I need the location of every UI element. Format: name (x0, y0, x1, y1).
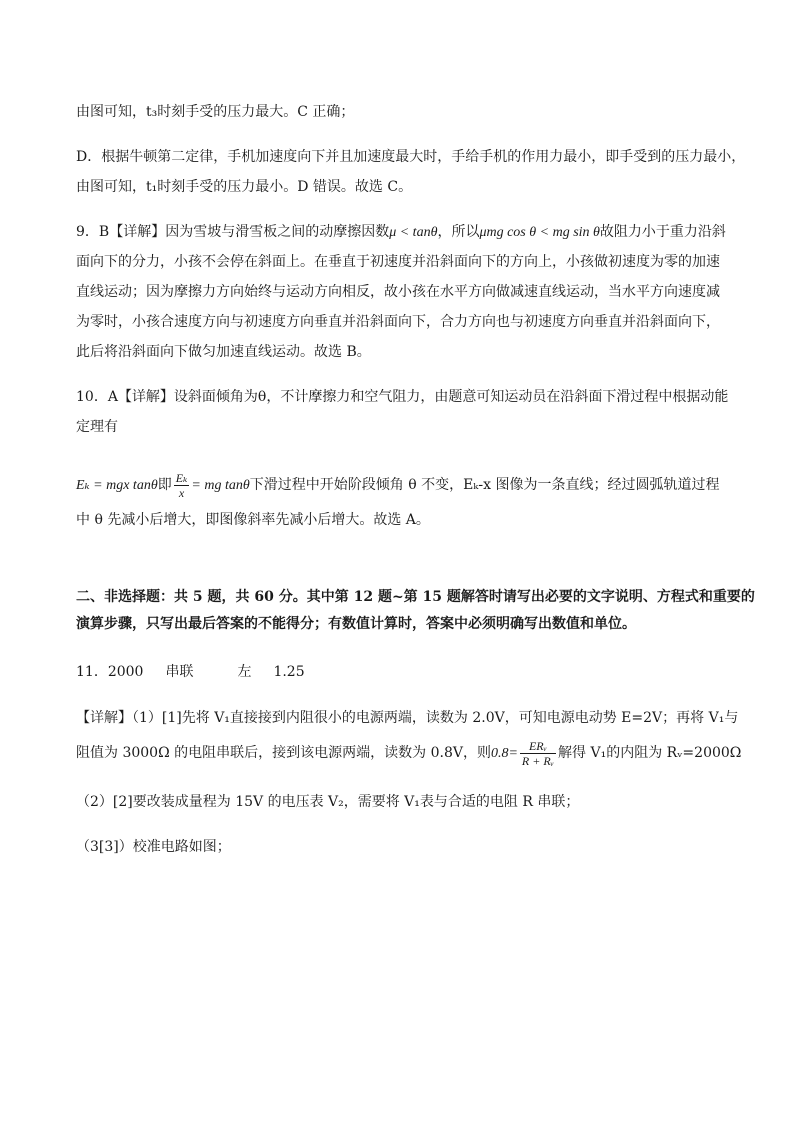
fraction (520, 739, 556, 768)
text-run: 即 (157, 477, 172, 493)
question-11-answers (76, 662, 305, 682)
text-line: （2）[2]要改装成量程为 15V 的电压表 V₂，需要将 V₁表与合适的电阻 R 串联； (76, 794, 580, 810)
answer-3: 左 (237, 664, 252, 680)
answer-4: 1.25 (273, 664, 305, 680)
text-line: 为零时，小孩合速度方向与初速度方向垂直并沿斜面向下，合力方向也与初速度方向垂直并沿斜面向下， (76, 314, 720, 330)
answer-2: 串联 (165, 664, 194, 680)
text-line: 面向下的分力，小孩不会停在斜面上。在垂直于初速度并沿斜面向下的方向上，小孩做初速度为零的加速 (76, 254, 720, 270)
math-expression: Eₖ = mgx tanθ (76, 478, 158, 493)
fraction (174, 471, 190, 500)
question-10-formula-line (76, 470, 719, 501)
answer-1: 11．2000 (76, 664, 144, 680)
text-line: D．根据牛顿第二定律，手机加速度向下并且加速度最大时，手给手机的作用力最小，即手受到的压力最小， (76, 149, 746, 165)
text-line: 由图可知，t₃时刻手受的压力最大。C 正确； (76, 104, 355, 120)
text-line: 直线运动；因为摩擦力方向始终与运动方向相反，故小孩在水平方向做减速直线运动，当水平方向速度减 (76, 284, 720, 300)
fraction-numerator: Eₖ (175, 470, 188, 485)
math-expression: = mg tanθ (191, 478, 250, 493)
question-9-line (76, 222, 726, 243)
text-line: （3[3]）校准电路如图； (76, 839, 231, 855)
text-line: 【详解】（1）[1]先将 V₁直接接到内阻很小的电源两端，读数为 2.0V，可知电源电动势 E=2V；再将 V₁与 (76, 710, 739, 726)
text-line: 中 θ 先减小后增大，即图像斜率先减小后增大。故选 A。 (76, 512, 430, 528)
text-line: 10．A【详解】设斜面倾角为θ，不计摩擦力和空气阻力，由题意可知运动员在沿斜面下滑过程中根据动能 (76, 389, 729, 405)
text-line: 定理有 (76, 419, 118, 435)
text-run: 解得 V₁的内阻为 Rᵥ=2000Ω (558, 745, 742, 761)
text-run: ，所以 (437, 224, 480, 240)
text-run: 故阻力小于重力沿斜 (599, 224, 726, 240)
detail-formula-line (76, 735, 741, 772)
fraction-numerator: ERᵥ (520, 739, 556, 754)
section-heading: 演算步骤，只写出最后答案的不能得分；有数值计算时，答案中必须明确写出数值和单位。 (76, 616, 636, 632)
fraction-denominator: x (178, 485, 185, 500)
text-run: 下滑过程中开始阶段倾角 θ 不变，Eₖ-x 图像为一条直线；经过圆弧轨道过程 (249, 477, 720, 493)
math-expression: 0.8= (490, 746, 518, 761)
text-line: 由图可知，t₁时刻手受的压力最小。D 错误。故选 C。 (76, 179, 413, 195)
math-expression: μmg cos θ < mg sin θ (479, 225, 600, 240)
section-heading: 二、非选择题：共 5 题，共 60 分。其中第 12 题~第 15 题解答时请写出必要的文字说明、方程式和重要的 (76, 589, 755, 605)
text-run: 阻值为 3000Ω 的电阻串联后，接到该电源两端，读数为 0.8V，则 (76, 745, 491, 761)
math-expression: μ < tanθ (389, 225, 438, 240)
text-run: 9．B【详解】因为雪坡与滑雪板之间的动摩擦因数 (76, 224, 390, 240)
text-line: 此后将沿斜面向下做匀加速直线运动。故选 B。 (76, 344, 371, 360)
fraction-denominator: R + Rᵥ (521, 753, 555, 768)
